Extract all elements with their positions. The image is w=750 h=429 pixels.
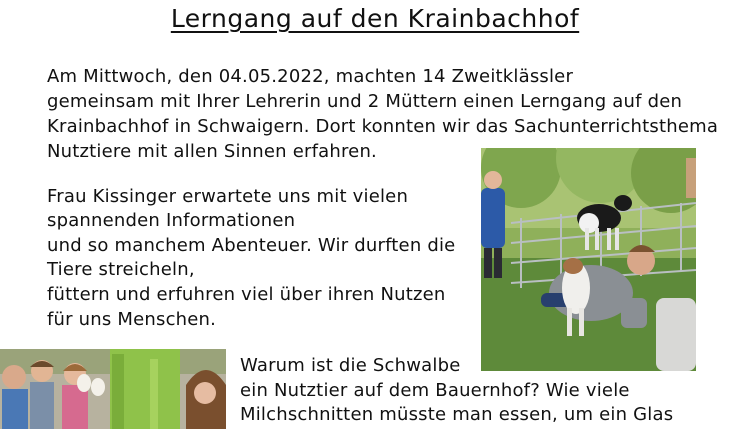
page-title: Lerngang auf den Krainbachhof	[170, 4, 580, 33]
goat-on-back-photo	[481, 148, 696, 371]
paragraph1-line-3: Krainbachhof in Schwaigern. Dort konnten wir das Sachunterrichtsthema	[47, 116, 719, 137]
paragraph2-line-3: und so manchem Abenteuer. Wir durften die	[47, 235, 456, 256]
paragraph3-line-2: ein Nutztier auf dem Bauernhof? Wie viele	[240, 380, 630, 401]
paragraph2-line-5: füttern und erfuhren viel über ihren Nutzen	[47, 284, 446, 305]
paragraph3-line-1: Warum ist die Schwalbe	[240, 355, 461, 376]
paragraph1-line-4: Nutztiere mit allen Sinnen erfahren.	[47, 141, 377, 162]
paragraph2-line-2: spannenden Informationen	[47, 210, 296, 231]
paragraph1-line-2: gemeinsam mit Ihrer Lehrerin und 2 Müttern einen Lerngang auf den	[47, 91, 683, 112]
paragraph2-line-4: Tiere streicheln,	[47, 259, 195, 280]
children-with-eggs-photo	[0, 349, 226, 429]
paragraph1-line-1: Am Mittwoch, den 04.05.2022, machten 14 Zweitklässler	[47, 66, 574, 87]
paragraph3-line-3: Milchschnitten müsste man essen, um ein Glas	[240, 404, 674, 425]
paragraph2-line-1: Frau Kissinger erwartete uns mit vielen	[47, 186, 409, 207]
paragraph2-line-6: für uns Menschen.	[47, 309, 217, 330]
